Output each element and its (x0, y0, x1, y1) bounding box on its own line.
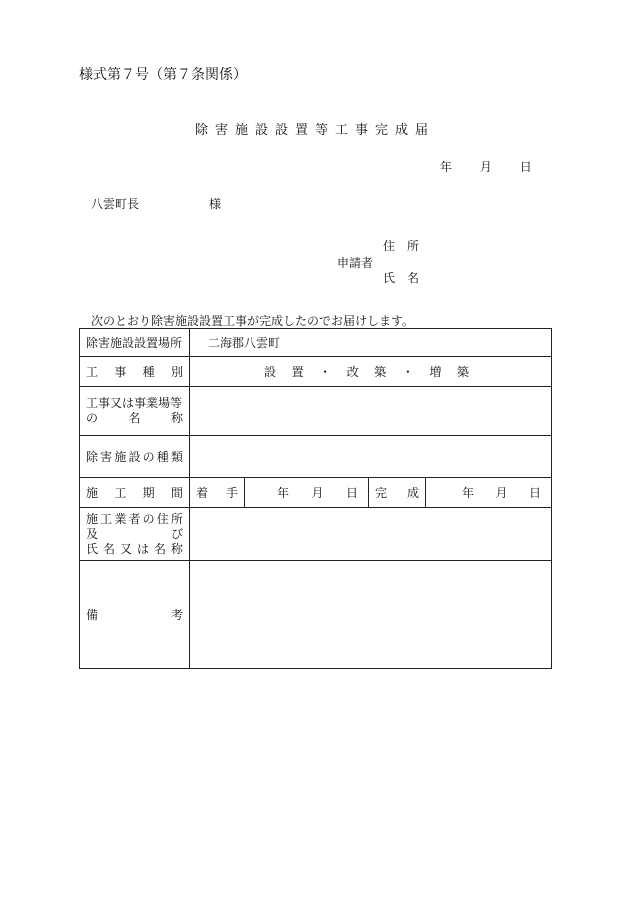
applicant-address-label: 住所 (383, 239, 432, 253)
remarks-label: 備 考 (80, 561, 190, 669)
submission-date (440, 158, 532, 175)
facility-type-value[interactable] (190, 436, 552, 478)
business-name-label-line2: の 名 称 (86, 411, 183, 425)
business-name-label (80, 387, 190, 436)
row-facility-type (80, 436, 552, 478)
start-label: 着 手 (190, 478, 245, 507)
addressee (91, 195, 221, 212)
remarks-value[interactable] (190, 561, 552, 669)
document-title: 除害施設設置等工事完成届 (194, 123, 435, 138)
row-remarks (80, 561, 552, 669)
applicant-name-label: 氏名 (383, 271, 432, 285)
addressee-name: 八雲町長 (91, 197, 140, 211)
addressee-honorific: 様 (209, 197, 222, 211)
business-name-label-line1: 工事又は事業場等 (86, 396, 183, 410)
period-value (190, 478, 552, 508)
business-name-value[interactable] (190, 387, 552, 436)
row-business-name (80, 387, 552, 436)
start-date[interactable]: 年 月 日 (245, 478, 369, 507)
date-day-label: 日 (519, 160, 532, 174)
form-code: 様式第７号（第７条関係） (79, 67, 247, 83)
row-location (80, 329, 552, 357)
row-construction-period (80, 478, 552, 508)
applicant-label: 申請者 (337, 256, 374, 270)
work-type-options[interactable]: 設 置 ・ 改 築 ・ 増 築 (190, 357, 552, 387)
contractor-label: 施 工 業 者 の 住 所 及 び 氏 名 又 は 名 称 (80, 508, 190, 561)
location-value[interactable]: 二海郡八雲町 (190, 329, 552, 357)
end-label: 完 成 (369, 478, 426, 507)
facility-type-label: 除 害 施 設 の 種 類 (80, 436, 190, 478)
work-type-label: 工 事 種 別 (80, 357, 190, 387)
date-month-label: 月 (479, 160, 492, 174)
intro-text: 次のとおり除害施設設置工事が完成したのでお届けします。 (91, 314, 415, 328)
period-label: 施 工 期 間 (80, 478, 190, 508)
end-date[interactable]: 年 月 日 (462, 486, 541, 500)
date-year-label: 年 (440, 160, 453, 174)
row-work-type (80, 357, 552, 387)
completion-form-table (79, 328, 552, 669)
location-label: 除害施設設置場所 (80, 329, 190, 357)
row-contractor (80, 508, 552, 561)
contractor-value[interactable] (190, 508, 552, 561)
